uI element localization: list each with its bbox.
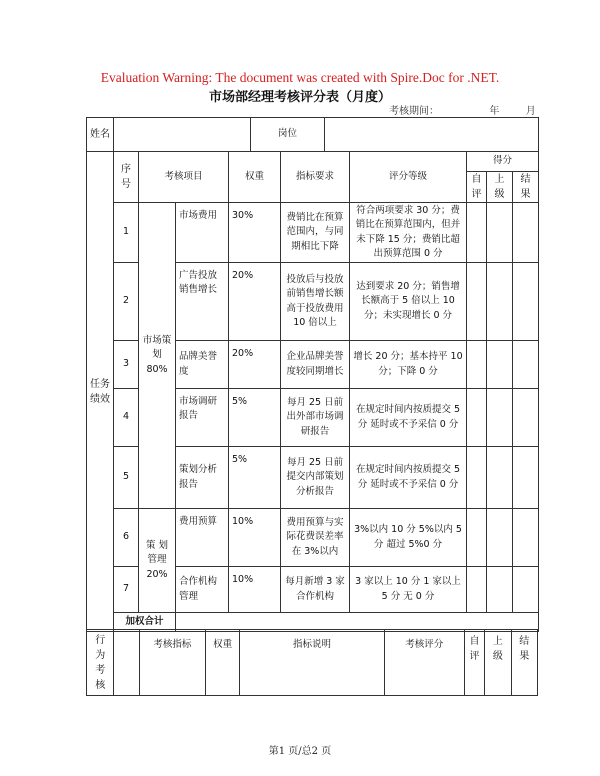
col-requirement: 指标要求	[281, 152, 350, 203]
row-result	[513, 263, 539, 341]
row-superior	[487, 341, 513, 389]
period-label: 考核期间：	[389, 106, 439, 117]
col-grade: 评分等级	[350, 152, 467, 203]
row-seq: 2	[114, 263, 139, 341]
row-self	[467, 203, 487, 263]
row-superior	[487, 263, 513, 341]
row-self	[467, 389, 487, 447]
behavior-weight: 权重	[205, 630, 240, 696]
row-seq: 6	[114, 509, 139, 567]
row-superior	[487, 567, 513, 613]
post-label: 岗位	[251, 118, 325, 152]
row-weight: 10%	[229, 509, 281, 567]
behavior-label: 行为考核	[87, 630, 114, 696]
behavior-desc: 指标说明	[240, 630, 384, 696]
row-requirement: 每月 25 日前出外部市场调研报告	[281, 389, 350, 447]
behavior-indicator: 考核指标	[139, 630, 205, 696]
behavior-superior: 上级	[485, 630, 511, 696]
row-weight: 5%	[229, 389, 281, 447]
row-item: 合作机构管理	[176, 567, 229, 613]
row-grade: 符合两项要求 30 分；费销比在预算范围内，但并未下降 15 分；费销比超出预算范围 0 分	[350, 203, 467, 263]
header-row	[87, 118, 539, 152]
assessment-period	[389, 102, 536, 117]
period-month: 月	[525, 106, 536, 117]
behavior-seq	[114, 630, 139, 696]
row-requirement: 每月新增 3 家合作机构	[281, 567, 350, 613]
period-year: 年	[489, 106, 500, 117]
row-superior	[487, 389, 513, 447]
row-self	[467, 567, 487, 613]
col-score: 得分	[467, 152, 539, 172]
row-requirement: 费销比在预算范围内，与同期相比下降	[281, 203, 350, 263]
behavior-table	[86, 629, 538, 696]
document-title: 市场部经理考核评分表（月度）	[208, 90, 391, 105]
row-item: 品牌美誉度	[176, 341, 229, 389]
row-superior	[487, 447, 513, 509]
group-planning: 策 划管理 20%	[139, 509, 176, 613]
table-row	[87, 203, 539, 263]
row-self	[467, 263, 487, 341]
row-weight: 20%	[229, 263, 281, 341]
row-superior	[487, 509, 513, 567]
row-weight: 10%	[229, 567, 281, 613]
row-weight: 20%	[229, 341, 281, 389]
evaluation-table	[86, 117, 539, 632]
col-weight: 权重	[229, 152, 281, 203]
row-item: 市场调研报告	[176, 389, 229, 447]
row-requirement: 每月 25 日前提交内部策划分析报告	[281, 447, 350, 509]
row-weight: 30%	[229, 203, 281, 263]
row-self	[467, 341, 487, 389]
name-label: 姓名	[87, 118, 114, 152]
row-result	[513, 341, 539, 389]
row-requirement: 投放后与投放前销售增长额高于投放费用 10 倍以上	[281, 263, 350, 341]
row-requirement: 费用预算与实际花费误差率在 3%以内	[281, 509, 350, 567]
column-header-row	[87, 152, 539, 172]
row-item: 策划分析报告	[176, 447, 229, 509]
col-result: 结果	[513, 172, 539, 203]
task-performance-label: 任务绩效	[87, 152, 114, 632]
behavior-eval: 考核评分	[384, 630, 464, 696]
name-value	[114, 118, 251, 152]
row-grade: 达到要求 20 分；销售增长额高于 5 倍以上 10 分；未实现增长 0 分	[350, 263, 467, 341]
row-result	[513, 203, 539, 263]
row-grade: 增长 20 分；基本持平 10 分；下降 0 分	[350, 341, 467, 389]
row-seq: 5	[114, 447, 139, 509]
row-requirement: 企业品牌美誉度较同期增长	[281, 341, 350, 389]
row-seq: 1	[114, 203, 139, 263]
row-item: 市场费用	[176, 203, 229, 263]
row-result	[513, 509, 539, 567]
behavior-result: 结果	[511, 630, 537, 696]
weighted-total-label: 加权合计	[114, 613, 176, 632]
table-row	[87, 509, 539, 567]
row-self	[467, 509, 487, 567]
row-seq: 3	[114, 341, 139, 389]
group-market: 市场策划80%	[139, 203, 176, 509]
row-grade: 在规定时间内按质提交 5 分 延时或不予采信 0 分	[350, 447, 467, 509]
row-grade: 3 家以上 10 分 1 家以上 5 分 无 0 分	[350, 567, 467, 613]
col-item: 考核项目	[139, 152, 229, 203]
row-item: 广告投放销售增长	[176, 263, 229, 341]
row-grade: 在规定时间内按质提交 5 分 延时或不予采信 0 分	[350, 389, 467, 447]
row-weight: 5%	[229, 447, 281, 509]
row-item: 费用预算	[176, 509, 229, 567]
col-self: 自评	[467, 172, 487, 203]
row-result	[513, 447, 539, 509]
col-seq: 序号	[114, 152, 139, 203]
row-result	[513, 389, 539, 447]
row-superior	[487, 203, 513, 263]
behavior-row	[87, 630, 538, 696]
evaluation-warning: Evaluation Warning: The document was created with Spire.Doc for .NET.	[100, 70, 500, 85]
behavior-self: 自评	[464, 630, 484, 696]
col-superior: 上级	[487, 172, 513, 203]
row-seq: 4	[114, 389, 139, 447]
page-footer: 第1 页/总2 页	[268, 746, 332, 757]
row-seq: 7	[114, 567, 139, 613]
row-result	[513, 567, 539, 613]
row-self	[467, 447, 487, 509]
row-grade: 3%以内 10 分 5%以内 5 分 超过 5%0 分	[350, 509, 467, 567]
post-value	[325, 118, 539, 152]
